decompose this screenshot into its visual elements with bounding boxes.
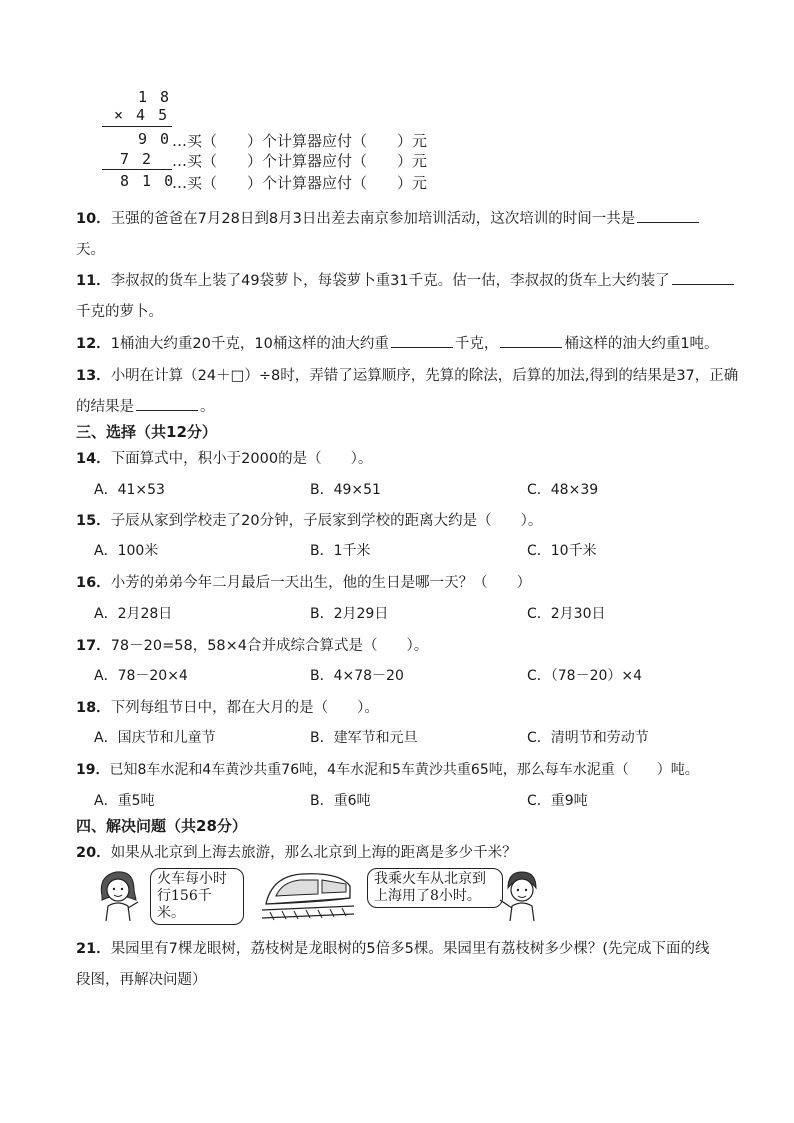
calc-note-3: …买（ ）个计算器应付（ ）元	[172, 174, 428, 192]
q19-option-c[interactable]: C．重9吨	[527, 793, 588, 809]
q15-option-b[interactable]: B．1千米	[310, 543, 371, 559]
speech-bubble-train-speed: 火车每小时 行156千米。	[150, 868, 244, 925]
answer-blank[interactable]	[637, 208, 699, 223]
calc-partial-1: 9 0	[138, 130, 172, 148]
speech-bubble-travel-time: 我乘火车从北京到 上海用了8小时。	[367, 868, 503, 908]
question-11-cont: 千克的萝卜。	[76, 304, 163, 320]
question-19: 19．已知8车水泥和4车黄沙共重76吨，4车水泥和5车黄沙共重65吨，那么每车水泥重（ ）吨。	[76, 762, 699, 778]
train-illustration-icon	[262, 868, 354, 922]
question-21-cont: 段图，再解决问题）	[76, 972, 207, 988]
girl-illustration-icon	[92, 866, 148, 922]
q16-option-a[interactable]: A．2月28日	[94, 606, 173, 622]
q17-option-b[interactable]: B．4×78－20	[310, 668, 404, 684]
answer-blank[interactable]	[136, 396, 198, 411]
q14-option-b[interactable]: B．49×51	[310, 482, 381, 498]
calc-multiplicand: 1 8	[138, 88, 172, 106]
calc-rule-1	[102, 126, 172, 127]
question-12: 12．1桶油大约重20千克，10桶这样的油大约重 千克， 桶这样的油大约重1吨。	[76, 332, 719, 353]
calc-product: 8 1 0	[120, 172, 176, 190]
q19-option-a[interactable]: A．重5吨	[94, 793, 155, 809]
question-13-cont: 的结果是 。	[76, 395, 215, 416]
q14-option-a[interactable]: A．41×53	[94, 482, 165, 498]
question-20: 20．如果从北京到上海去旅游，那么北京到上海的距离是多少千米？	[76, 845, 517, 861]
q18-option-a[interactable]: A．国庆节和儿童节	[94, 730, 216, 746]
q18-option-c[interactable]: C．清明节和劳动节	[527, 730, 649, 746]
answer-blank[interactable]	[672, 270, 734, 285]
calc-partial-2: 7 2	[120, 150, 154, 168]
calc-note-2: …买（ ）个计算器应付（ ）元	[172, 152, 428, 170]
calc-rule-2	[102, 169, 172, 170]
question-13: 13．小明在计算（24＋□）÷8时，弄错了运算顺序，先算的除法，后算的加法,得到的结果是37，正确	[76, 368, 739, 384]
question-21: 21．果园里有7棵龙眼树，荔枝树是龙眼树的5倍多5棵。果园里有荔枝树多少棵？(先完成下面的线	[76, 941, 710, 957]
section-heading-choice: 三、选择（共12分）	[76, 423, 217, 441]
answer-blank[interactable]	[500, 333, 562, 348]
vertical-multiplication	[100, 88, 500, 192]
q14-option-c[interactable]: C．48×39	[527, 482, 599, 498]
question-14: 14．下面算式中，积小于2000的是（ ）。	[76, 451, 373, 467]
q16-option-b[interactable]: B．2月29日	[310, 606, 389, 622]
question-16: 16．小芳的弟弟今年二月最后一天出生，他的生日是哪一天？（ ）	[76, 575, 532, 591]
q17-option-c[interactable]: C．（78－20）×4	[527, 668, 643, 684]
section-heading-problems: 四、解决问题（共28分）	[76, 817, 247, 835]
question-17: 17．78－20=58，58×4合并成综合算式是（ ）。	[76, 638, 429, 654]
q18-option-b[interactable]: B．建军节和元旦	[310, 730, 418, 746]
q19-option-b[interactable]: B．重6吨	[310, 793, 371, 809]
question-10-cont: 天。	[76, 242, 105, 258]
question-11: 11．李叔叔的货车上装了49袋萝卜，每袋萝卜重31千克。估一估，李叔叔的货车上大约装了	[76, 269, 736, 290]
answer-blank[interactable]	[391, 333, 453, 348]
question-10: 10．王强的爸爸在7月28日到8月3日出差去南京参加培训活动，这次培训的时间一共是	[76, 207, 701, 228]
q16-option-c[interactable]: C．2月30日	[527, 606, 606, 622]
question-18: 18．下列每组节日中，都在大月的是（ ）。	[76, 700, 379, 716]
q15-option-a[interactable]: A．100米	[94, 543, 159, 559]
calc-multiplier: × 4 5	[114, 106, 170, 124]
q15-option-c[interactable]: C．10千米	[527, 543, 597, 559]
calc-note-1: …买（ ）个计算器应付（ ）元	[172, 132, 428, 150]
q17-option-a[interactable]: A．78－20×4	[94, 668, 188, 684]
boy-illustration-icon	[492, 866, 548, 922]
question-15: 15．子辰从家到学校走了20分钟，子辰家到学校的距离大约是（ ）。	[76, 513, 543, 529]
